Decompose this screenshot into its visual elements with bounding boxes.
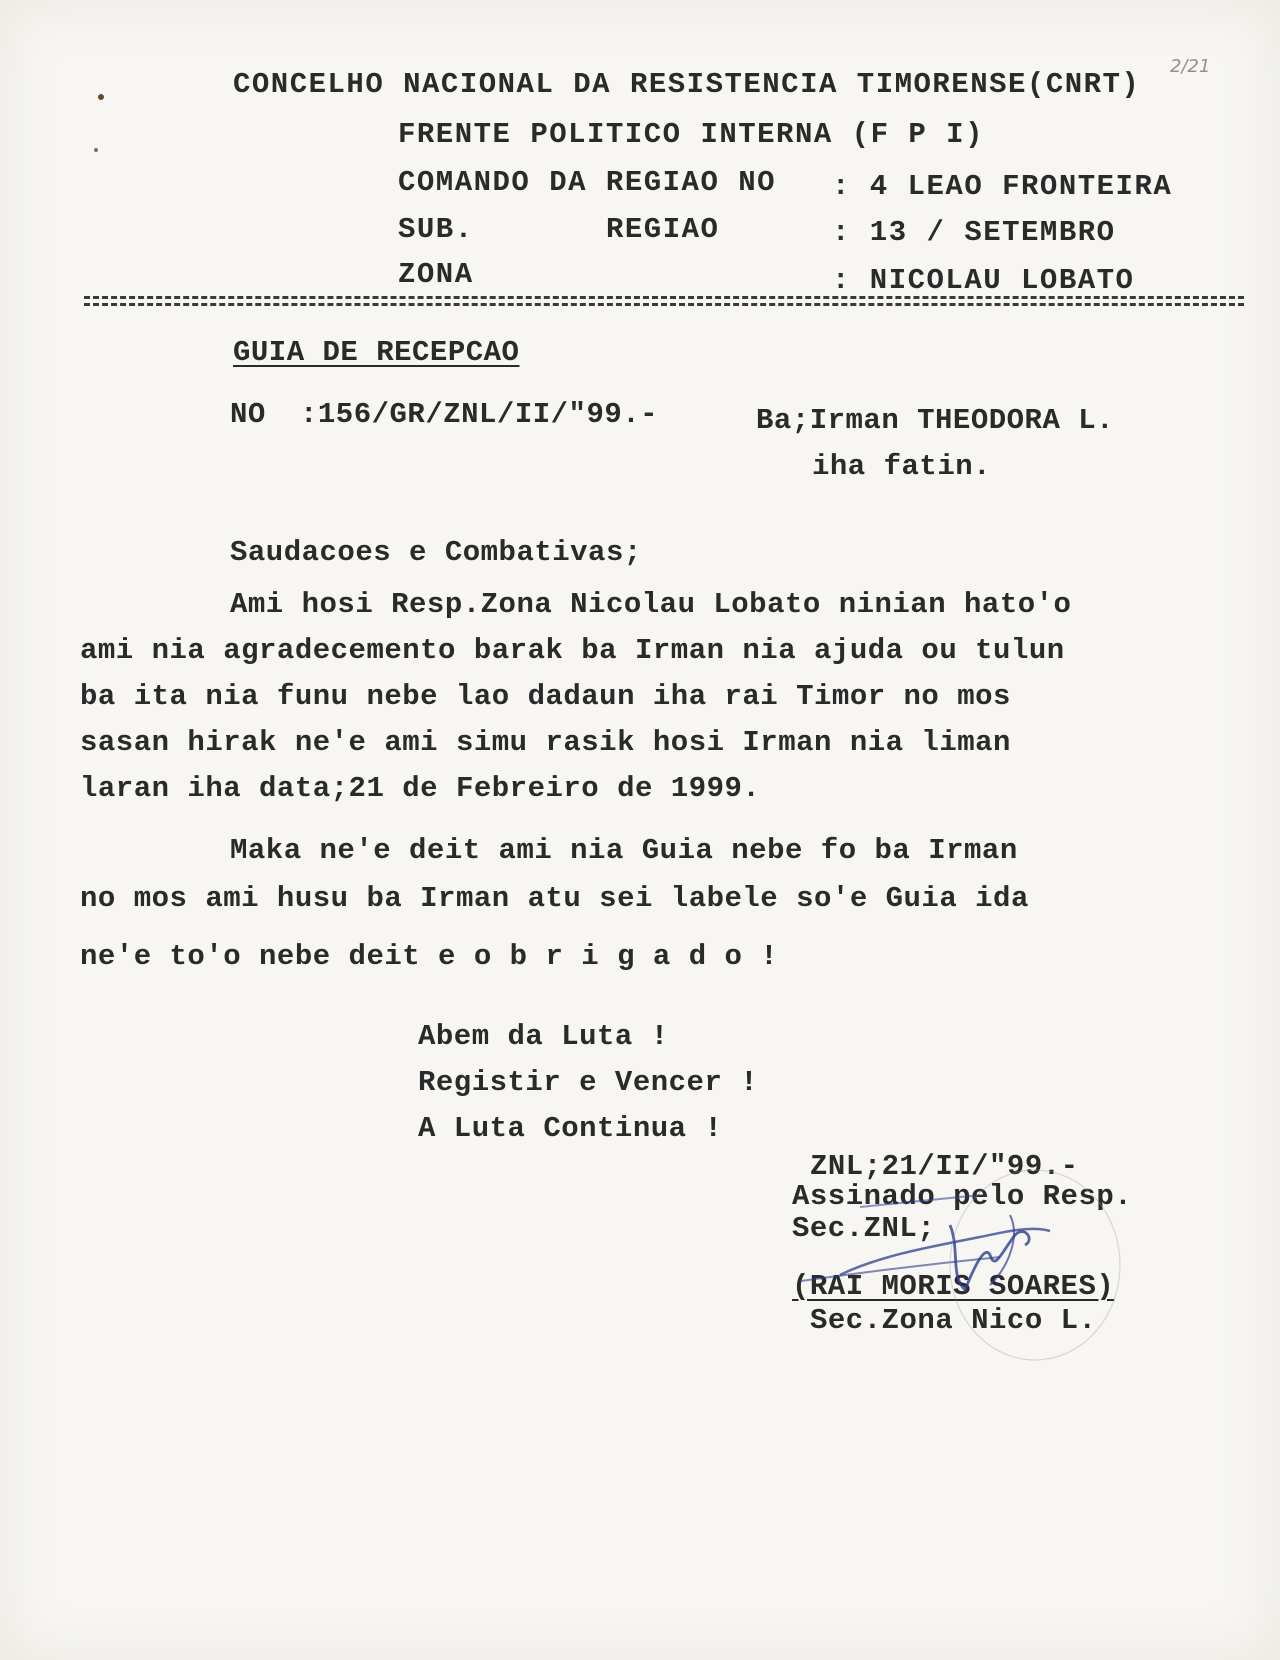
paragraph1-line: ami nia agradecemento barak ba Irman nia ajuda ou tulun <box>80 634 1065 667</box>
header-divider <box>84 296 1244 299</box>
paragraph2-line: no mos ami husu ba Irman atu sei labele so'e Guia ida <box>80 882 1029 915</box>
recipient-line1: Ba;Irman THEODORA L. <box>756 404 1115 437</box>
paragraph2-line: ne'e to'o nebe deit e o b r i g a d o ! <box>80 940 779 973</box>
signatory-title: Sec.Zona Nico L. <box>810 1304 1097 1337</box>
regiao-label: REGIAO <box>606 213 720 246</box>
comando-label: COMANDO DA REGIAO NO <box>398 166 777 199</box>
document-title: GUIA DE RECEPCAO <box>233 336 520 369</box>
sec-znl: Sec.ZNL; <box>792 1212 936 1245</box>
paragraph1-line: ba ita nia funu nebe lao dadaun iha rai Timor no mos <box>80 680 1011 713</box>
zona-value: : NICOLAU LOBATO <box>832 264 1135 297</box>
hole-punch-mark <box>94 148 98 152</box>
sub-label: SUB. <box>398 213 474 246</box>
signatory-name: (RAI MORIS SOARES) <box>792 1270 1115 1303</box>
header-line2: FRENTE POLITICO INTERNA (F P I) <box>398 118 984 151</box>
recipient-line2: iha fatin. <box>812 450 992 483</box>
signed-by: Assinado pelo Resp. <box>792 1180 1133 1213</box>
paragraph1-line: laran iha data;21 de Febreiro de 1999. <box>80 772 761 805</box>
comando-value: : 4 LEAO FRONTEIRA <box>832 170 1173 203</box>
greeting: Saudacoes e Combativas; <box>230 536 642 569</box>
page-number: 2/21 <box>1170 56 1211 77</box>
header-line1: CONCELHO NACIONAL DA RESISTENCIA TIMORENSE(CNRT) <box>233 68 1141 101</box>
sub-value: : 13 / SETEMBRO <box>832 216 1116 249</box>
number-value: :156/GR/ZNL/II/"99.- <box>300 398 659 431</box>
paragraph2-line: Maka ne'e deit ami nia Guia nebe fo ba Irman <box>230 834 1018 867</box>
signature-date: ZNL;21/II/"99.- <box>810 1150 1079 1183</box>
slogan: Registir e Vencer ! <box>418 1066 759 1099</box>
stamp-circle <box>940 1160 1130 1370</box>
paragraph1-line: sasan hirak ne'e ami simu rasik hosi Irman nia liman <box>80 726 1011 759</box>
zona-label: ZONA <box>398 258 474 291</box>
slogan: Abem da Luta ! <box>418 1020 669 1053</box>
header-divider-2 <box>84 303 1244 306</box>
paragraph1-line: Ami hosi Resp.Zona Nicolau Lobato ninian hato'o <box>230 588 1072 621</box>
slogan: A Luta Continua ! <box>418 1112 723 1145</box>
number-label: NO <box>230 398 266 431</box>
hole-punch-mark <box>98 94 104 100</box>
